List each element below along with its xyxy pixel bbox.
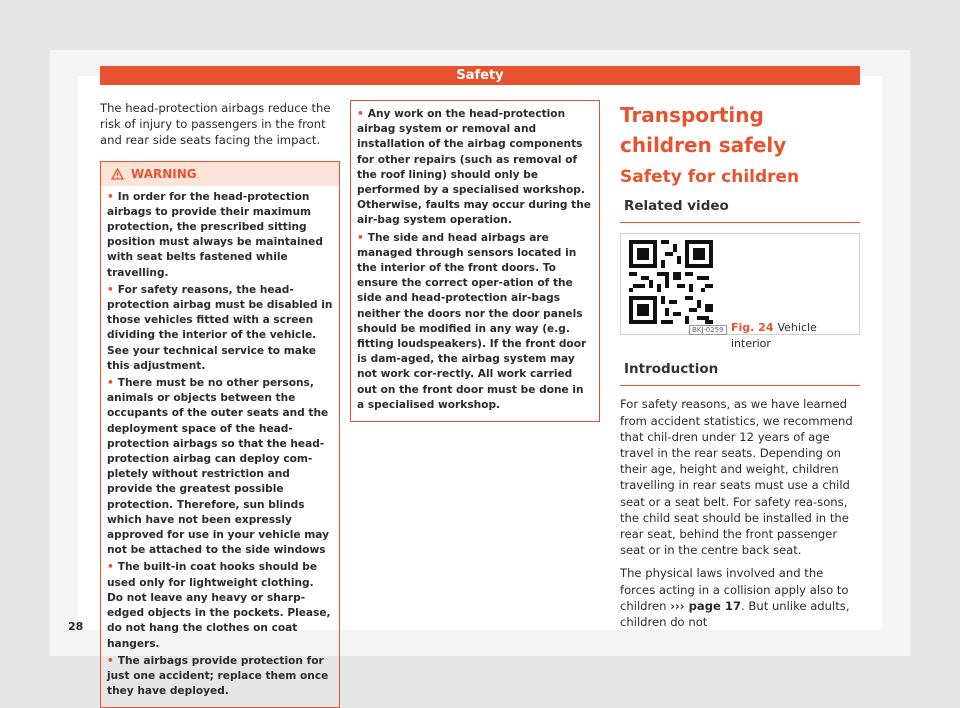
figure-caption-text: Vehicle interior	[731, 321, 817, 351]
bullet-icon: •	[357, 108, 364, 120]
figure-label: Fig. 24	[731, 321, 774, 335]
page-link[interactable]: ››› page 17	[670, 598, 742, 613]
warning-continuation-box	[350, 100, 600, 422]
left-column	[100, 100, 340, 708]
subsection-heading: Related video	[620, 194, 860, 223]
page-number: 28	[68, 620, 84, 633]
bullet-icon: •	[107, 190, 114, 203]
warning-item: • The airbags provide protection for just one accident; replace them once they have deployed.	[107, 654, 329, 698]
intro-paragraph: The head-protection airbags reduce the risk of injury to passengers in the front and rear side seats facing the impact.	[100, 101, 331, 148]
warning-item: • Any work on the head-protection airbag system or removal and installation of the airbag components for other repairs (such as removal of the roof lining) should only be performed by a specialised workshop. Otherwise, faults may occur during the air-bag system operation.	[357, 108, 591, 227]
middle-column	[350, 100, 600, 422]
figure-video[interactable]	[620, 233, 860, 351]
bullet-icon: •	[107, 561, 114, 574]
warning-body	[101, 186, 339, 708]
figure-caption	[731, 320, 859, 352]
section-heading: Safety for children	[620, 167, 800, 187]
warning-box	[100, 161, 340, 708]
warning-triangle-icon	[111, 168, 124, 180]
figure-code: BKJ-0259	[689, 325, 727, 335]
chapter-heading: Transporting children safely	[620, 103, 787, 157]
warning-title: WARNING	[131, 166, 197, 181]
bullet-icon: •	[357, 231, 364, 244]
warning-item: • In order for the head-protection airbags to provide their maximum protection, the prescribed sitting position must always be maintained with seat belts fastened while travelling.	[107, 190, 323, 279]
warning-header	[101, 162, 339, 186]
warning-item: • There must be no other persons, animals or objects between the occupants of the outer seats and the deployment space of the head-protection airbags so that the head-protection airbag can deploy com-pletely without restriction and provide the greatest possible protection. Therefore, sun blinds which have not been expressly approved for use in your vehicle may not be attached to the side windows	[107, 377, 330, 557]
intro-paragraph-2: The physical laws involved and the forces acting in a collision apply also to children ››› page 17. But unlike adults, children do not	[620, 566, 850, 630]
intro-paragraph-1: For safety reasons, as we have learned from accident statistics, we recommend that chil-dren under 12 years of age travel in the rear seats. Depending on their age, height and weight, children travelling in rear seats must use a child seat or a seat belt. For safety rea-sons, the child seat should be installed in the rear seat, behind the front passenger seat or in the centre back seat.	[620, 397, 853, 558]
bullet-icon: •	[107, 654, 114, 667]
right-column	[620, 100, 860, 637]
section-header: Safety	[100, 66, 860, 85]
bullet-icon: •	[107, 377, 114, 390]
introduction-heading: Introduction	[620, 357, 860, 386]
bullet-icon: •	[107, 283, 114, 296]
warning-item: • The side and head airbags are managed through sensors located in the interior of the front doors. To ensure the correct oper-ation of the side and head-protection air-bags neither the doors nor the door panels should be modified in any way (e.g. fitting loudspeakers). If the front door is dam-aged, the airbag system may not work cor-rectly. All work carried out on the front door must be done in a specialised workshop.	[357, 231, 587, 411]
qr-code-icon[interactable]	[629, 240, 713, 324]
warning-item: • For safety reasons, the head-protection airbag must be disabled in those vehicles fitted with a screen dividing the interior of the vehicle. See your technical service to make this adjustment.	[107, 283, 333, 372]
warning-item: • The built-in coat hooks should be used only for lightweight clothing. Do not leave any heavy or sharp-edged objects in the pockets. Please, do not hang the clothes on coat hangers.	[107, 561, 331, 650]
